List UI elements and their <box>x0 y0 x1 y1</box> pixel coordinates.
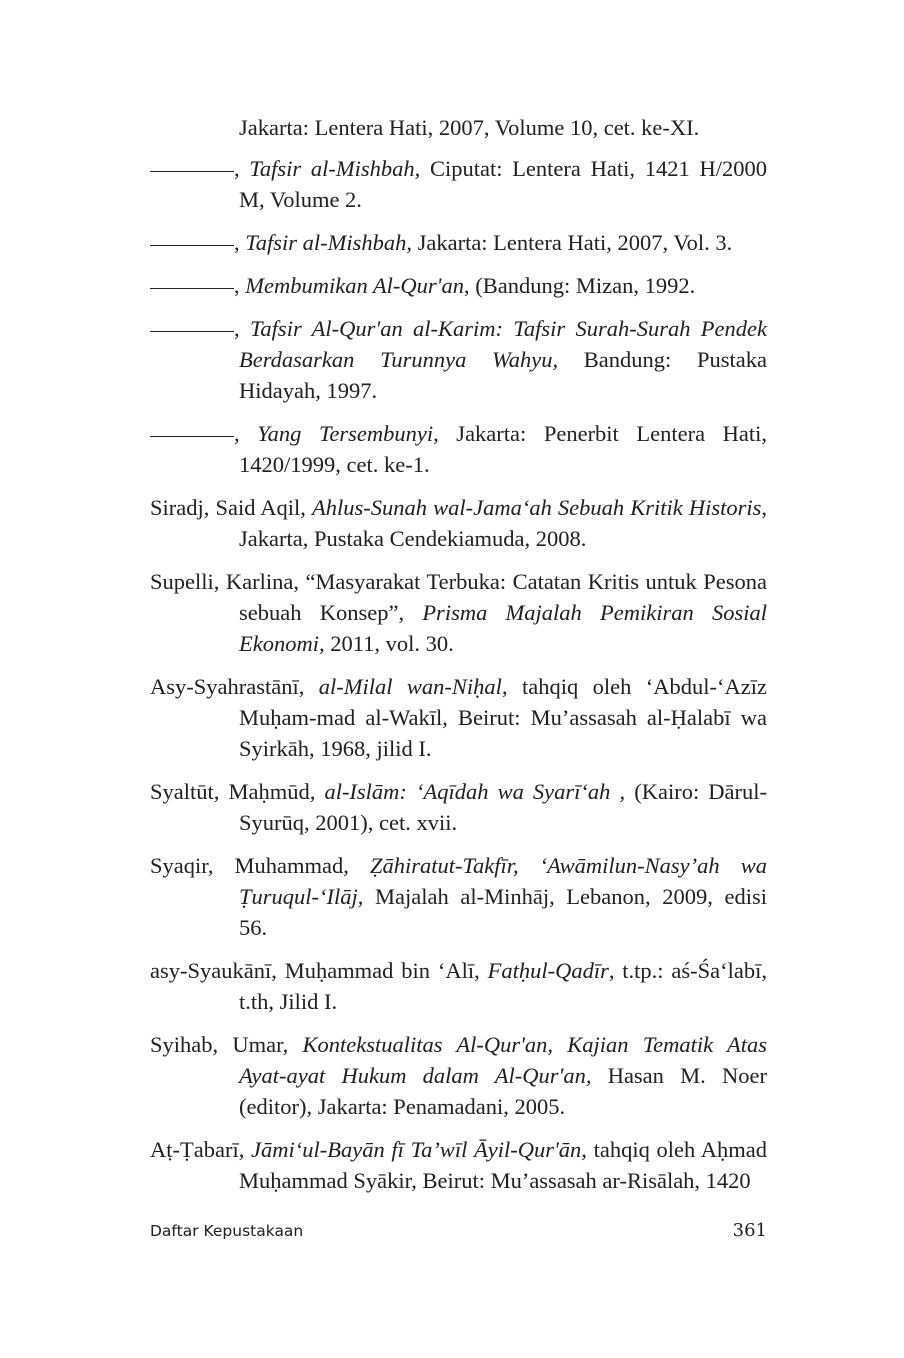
entry-title-italic: Tafsir Al-Qur'an al-Karim: Tafsir Surah-Surah Pendek Berdasarkan Turunnya Wahyu, <box>239 316 767 372</box>
entry-text: Supelli, Karlina, “Masyarakat Terbuka: Catatan Kritis untuk Pesona sebuah Konsep”, <box>150 569 767 625</box>
entry-title-italic: al-Milal wan-Niḥal <box>318 674 502 699</box>
entry-text: Asy-Syahrastānī, <box>150 674 319 699</box>
bibliography-entry <box>150 270 767 301</box>
bibliography-entry <box>150 112 767 143</box>
repeated-author-dash <box>150 287 234 289</box>
entry-text: Jakarta: Lentera Hati, 2007, Vol. 3. <box>411 230 733 255</box>
entry-title-italic: Yang Tersembunyi <box>257 421 434 446</box>
entry-text: , Jakarta, Pustaka Cendekiamuda, 2008. <box>239 495 767 551</box>
bibliography-entry <box>150 492 767 554</box>
entry-text: Siradj, Said Aqil, <box>150 495 313 520</box>
entry-text: Jakarta: Lentera Hati, 2007, Volume 10, cet. ke-XI. <box>239 115 700 140</box>
entry-title-italic: Jāmi‘ul-Bayān fī Ta’wīl Āyil-Qur'ān, <box>251 1137 587 1162</box>
repeated-author-dash <box>150 435 234 437</box>
repeated-author-dash <box>150 244 234 246</box>
running-footer-title: Daftar Kepustakaan <box>150 1222 304 1240</box>
entry-text: Bandung: Pustaka Hidayah, 1997. <box>239 347 767 403</box>
entry-text: Aṭ-Ṭabarī, <box>150 1137 252 1162</box>
entry-text: , Jakarta: Penerbit Lentera Hati, 1420/1999, cet. ke-1. <box>239 421 767 477</box>
entry-title-italic: Kontekstualitas Al-Qur'an, Kajian Tematik Atas Ayat-ayat Hukum dalam Al-Qur'an, <box>239 1032 767 1088</box>
entry-text: , <box>234 273 246 298</box>
entry-title-italic: Fatḥul-Qadīr <box>487 958 609 983</box>
entry-text: , tahqiq oleh ‘Abdul-‘Azīz Muḥam-mad al-Wakīl, Beirut: Mu’assasah al-Ḥalabī wa Syirkāh, 1968, jilid I. <box>239 674 767 761</box>
entry-text: Syihab, Umar, <box>150 1032 303 1057</box>
entry-text: Syaltūt, Maḥmūd, <box>150 779 325 804</box>
bibliography-entry <box>150 1134 767 1196</box>
entry-title-italic: Prisma Majalah Pemikiran Sosial Ekonomi, <box>239 600 767 656</box>
bibliography-entry <box>150 313 767 406</box>
bibliography-entry <box>150 418 767 480</box>
entry-text: Ciputat: Lentera Hati, 1421 H/2000 M, Volume 2. <box>239 156 767 212</box>
bibliography-list <box>150 112 767 1208</box>
entry-title-italic: Ahlus-Sunah wal-Jama‘ah Sebuah Kritik Historis <box>312 495 762 520</box>
bibliography-entry <box>150 850 767 943</box>
entry-text: Hasan M. Noer (editor), Jakarta: Penamadani, 2005. <box>239 1063 768 1119</box>
entry-text: , <box>234 316 250 341</box>
entry-title-italic: al-Islām: ‘Aqīdah wa Syarī‘ah , <box>324 779 626 804</box>
page-number: 361 <box>732 1220 767 1241</box>
repeated-author-dash <box>150 170 234 172</box>
bibliography-entry <box>150 566 767 659</box>
entry-text: , <box>234 230 246 255</box>
entry-text: 2011, vol. 30. <box>324 631 454 656</box>
entry-title-italic: Ẓāhiratut-Takfīr, ‘Awāmilun-Nasy’ah wa Ṭuruqul-‘Ilāj, <box>239 853 768 909</box>
entry-text: , <box>234 156 250 181</box>
entry-text: , <box>234 421 258 446</box>
entry-text: Syaqir, Muhammad, <box>150 853 370 878</box>
bibliography-entry <box>150 227 767 258</box>
bibliography-entry <box>150 153 767 215</box>
entry-text: asy-Syaukānī, Muḥammad bin ‘Alī, <box>150 958 488 983</box>
entry-text: Majalah al-Minhāj, Lebanon, 2009, edisi 56. <box>239 884 767 940</box>
repeated-author-dash <box>150 330 234 332</box>
bibliography-entry <box>150 671 767 764</box>
entry-title-italic: Tafsir al-Mishbah, <box>245 230 412 255</box>
entry-title-italic: Membumikan Al-Qur'an <box>245 273 464 298</box>
entry-text: tahqiq oleh Aḥmad Muḥammad Syākir, Beirut: Mu’assasah ar-Risālah, 1420 <box>239 1137 767 1193</box>
entry-text: , t.tp.: aś-Śa‘labī, t.th, Jilid I. <box>239 958 767 1014</box>
bibliography-entry <box>150 776 767 838</box>
bibliography-entry <box>150 955 767 1017</box>
entry-text: , (Bandung: Mizan, 1992. <box>464 273 696 298</box>
entry-title-italic: Tafsir al-Mishbah, <box>249 156 421 181</box>
bibliography-entry <box>150 1029 767 1122</box>
entry-text: (Kairo: Dārul-Syurūq, 2001), cet. xvii. <box>239 779 768 835</box>
